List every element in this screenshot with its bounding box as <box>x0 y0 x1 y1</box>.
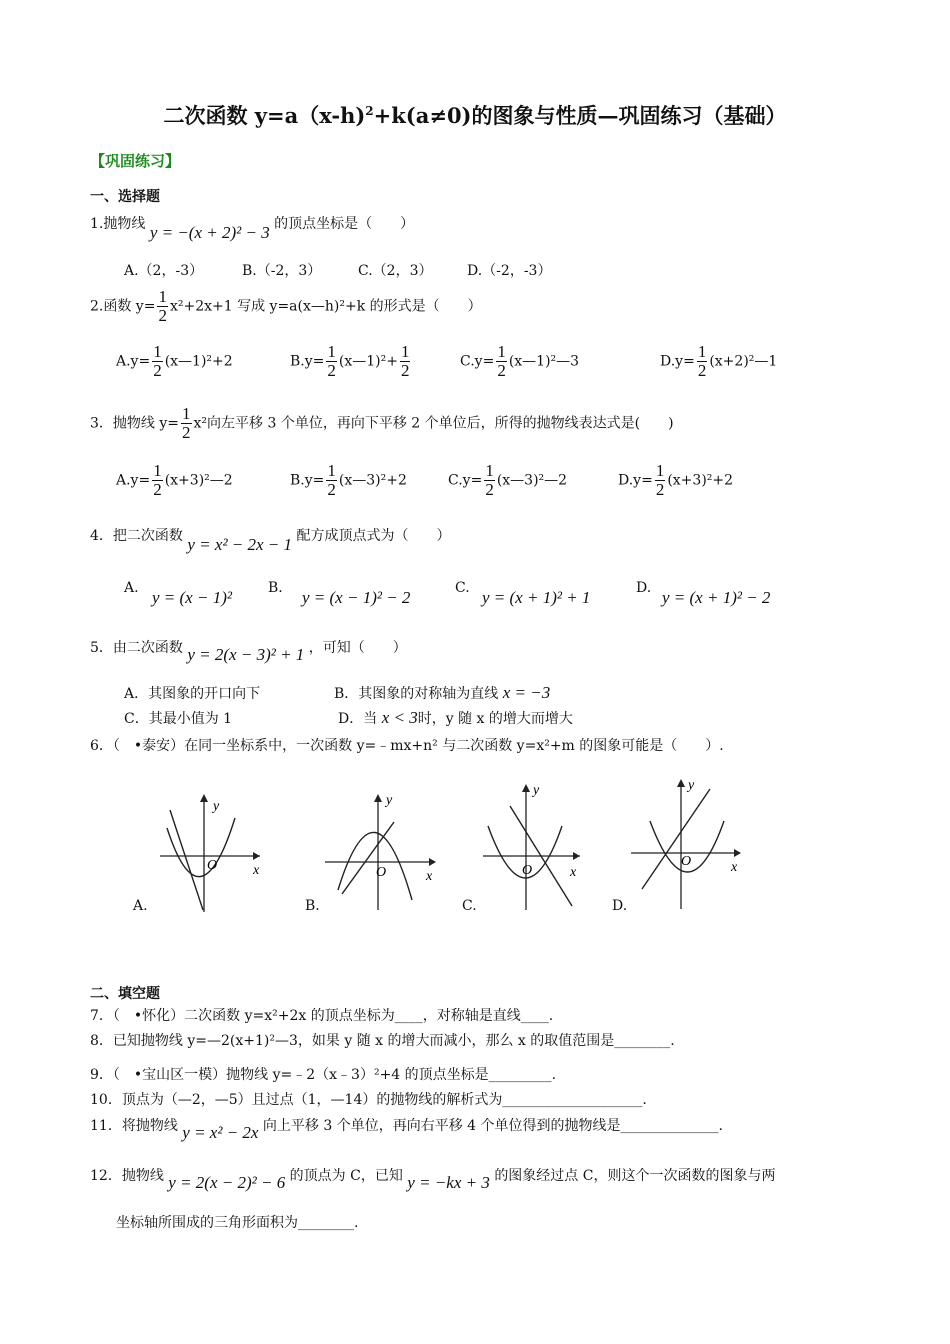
question-2: 2.函数 y= $\frac{1}{2}$ x²+2x+1 写成 y=a(x—h)²+k 的形式是（ ） <box>90 287 482 325</box>
q5-option-c: C．其最小值为 1 <box>124 711 233 727</box>
question-3: 3．抛物线 y= $\frac{1}{2}$ x²向左平移 3 个单位，再向下平移 2 个单位后，所得的抛物线表达式是( ) <box>90 404 674 442</box>
graph-a-y-label: y <box>213 799 220 814</box>
q4-option-a: y = (x − 1)² <box>152 588 232 607</box>
q4-option-b-label: B. <box>268 580 283 596</box>
question-6: 6．（ •泰安）在同一坐标系中，一次函数 y=﹣mx+n² 与二次函数 y=x²+m 的图象可能是（ ）. <box>90 738 724 754</box>
q5-option-d: D．当 x < 3时，y 随 x 的增大而增大 <box>338 708 573 727</box>
q4-option-c-label: C. <box>455 580 470 596</box>
graph-b-y-label: y <box>386 793 393 808</box>
question-5: 5．由二次函数 y = 2(x − 3)² + 1 ，可知（ ） <box>90 640 407 664</box>
graph-b <box>320 790 440 915</box>
graph-c-origin: O <box>522 863 533 878</box>
graph-b-origin: O <box>376 865 387 880</box>
question-9: 9．（ •宝山区一模）抛物线 y=﹣2（x﹣3）²+4 的顶点坐标是_________. <box>90 1067 557 1083</box>
q2-option-c: C.y= $\frac{1}{2}$ (x—1)²—3 <box>460 342 580 380</box>
q4-option-b: y = (x − 1)² − 2 <box>302 588 411 607</box>
graph-c <box>480 778 585 913</box>
graph-b-label: B. <box>305 898 320 914</box>
section-tag: 【巩固练习】 <box>90 152 181 170</box>
q5-option-b: B．其图象的对称轴为直线 x = −3 <box>334 683 551 702</box>
q3-option-c: C.y= $\frac{1}{2}$ (x—3)²—2 <box>448 461 568 499</box>
question-12: 12．抛物线 y = 2(x − 2)² − 6 的顶点为 C，已知 y = −kx + 3 的图象经过点 C，则这个一次函数的图象与两 <box>90 1168 776 1192</box>
graph-a-label: A. <box>133 898 148 914</box>
graph-b-x-label: x <box>426 869 433 884</box>
q2-option-d: D.y= $\frac{1}{2}$ (x+2)²—1 <box>660 342 778 380</box>
graph-a-x-label: x <box>253 863 260 878</box>
q1-option-a: A.（2，-3） <box>124 263 204 279</box>
question-4: 4．把二次函数 y = x² − 2x − 1 配方成顶点式为（ ） <box>90 528 451 554</box>
graph-c-y-label: y <box>533 783 540 798</box>
graph-d <box>628 773 746 913</box>
graph-d-origin: O <box>681 854 692 869</box>
question-7: 7．（ •怀化）二次函数 y=x²+2x 的顶点坐标为____，对称轴是直线____. <box>90 1008 554 1024</box>
q1-option-d: D.（-2，-3） <box>467 263 552 279</box>
q1-option-c: C.（2，3） <box>358 263 433 279</box>
q4-option-d-label: D. <box>636 580 652 596</box>
q2-option-b: B.y= $\frac{1}{2}$ (x—1)²+ $\frac{1}{2}$ <box>290 342 410 380</box>
graph-d-label: D. <box>612 898 628 914</box>
question-8: 8．已知抛物线 y=—2(x+1)²—3，如果 y 随 x 的增大而减小，那么 x 的取值范围是________. <box>90 1033 675 1049</box>
q4-option-d: y = (x + 1)² − 2 <box>662 588 771 607</box>
q3-option-b: B.y= $\frac{1}{2}$ (x—3)²+2 <box>290 461 407 499</box>
graph-c-label: C. <box>462 898 477 914</box>
q3-option-a: A.y= $\frac{1}{2}$ (x+3)²—2 <box>116 461 233 499</box>
section-fill: 二、填空题 <box>90 986 160 1002</box>
page-title: 二次函数 y=a（x-h)$^2$+k(a≠0)的图象与性质—巩固练习（基础） <box>163 103 787 128</box>
graph-c-x-label: x <box>570 865 577 880</box>
graph-d-x-label: x <box>731 860 738 875</box>
q3-option-d: D.y= $\frac{1}{2}$ (x+3)²+2 <box>618 461 734 499</box>
q2-option-a: A.y= $\frac{1}{2}$ (x—1)²+2 <box>116 342 233 380</box>
q1-option-b: B.（-2，3） <box>242 263 322 279</box>
q5-option-a: A．其图象的开口向下 <box>124 686 261 702</box>
graph-a-origin: O <box>207 858 218 873</box>
section-choice: 一、选择题 <box>90 189 160 205</box>
question-12-line2: 坐标轴所围成的三角形面积为________. <box>116 1215 359 1231</box>
q4-option-a-label: A. <box>124 580 139 596</box>
q4-option-c: y = (x + 1)² + 1 <box>482 588 591 607</box>
graph-d-y-label: y <box>688 778 695 793</box>
question-1: 1.抛物线 y = −(x + 2)² − 3 的顶点坐标是（ ） <box>90 216 415 242</box>
question-11: 11．将抛物线 y = x² − 2x 向上平移 3 个单位，再向右平移 4 个单位得到的抛物线是______________. <box>90 1118 723 1142</box>
graph-a <box>155 790 265 915</box>
question-10: 10．顶点为（—2，—5）且过点（1，—14）的抛物线的解析式为____________________. <box>90 1092 647 1108</box>
